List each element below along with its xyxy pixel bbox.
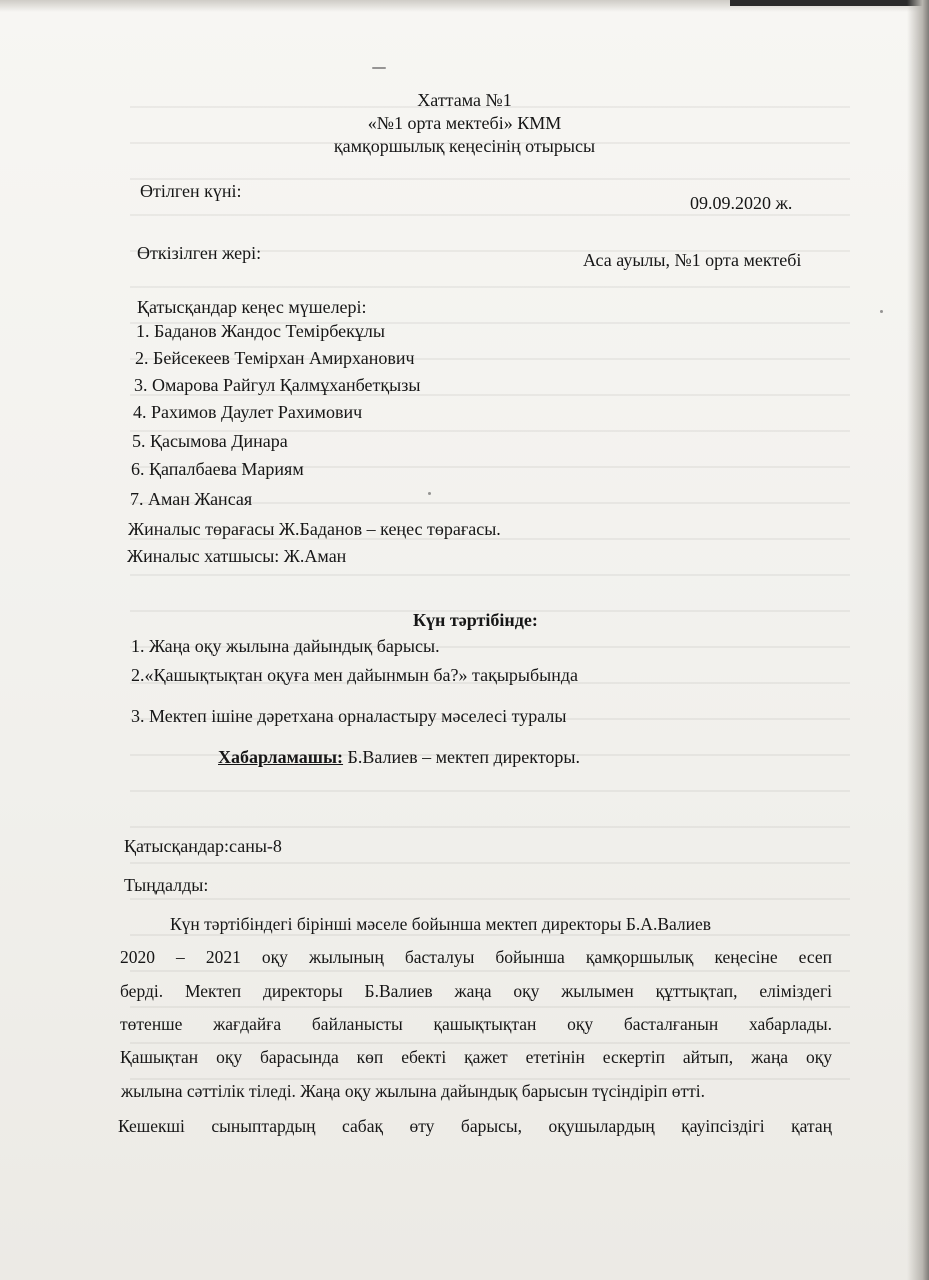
body-line: Кешекші сыныптардың сабақ өту барысы, оқушылардың қауіпсіздігі қатаң (118, 1116, 832, 1136)
member-item: 3. Омарова Райгул Қалмұханбетқызы (134, 375, 421, 395)
member-item: 6. Қапалбаева Мариям (131, 459, 304, 479)
member-item: 7. Аман Жансая (130, 489, 253, 509)
protocol-title: Хаттама №1 (417, 90, 512, 110)
body-line: берді. Мектеп директоры Б.Валиев жаңа оқу жылымен құттықтап, еліміздегі (120, 981, 832, 1001)
date-value: 09.09.2020 ж. (690, 193, 793, 213)
body-line: төтенше жағдайға байланысты қашықтықтан оқу басталғанын хабарлады. (120, 1014, 832, 1034)
body-line: 2020 – 2021 оқу жылының басталуы бойынша қамқоршылық кеңесіне есеп (120, 947, 832, 967)
place-label: Өткізілген жері: (137, 243, 262, 263)
member-item: 4. Рахимов Даулет Рахимович (133, 402, 363, 422)
agenda-heading: Күн тәртібінде: (413, 610, 538, 630)
body-line: Күн тәртібіндегі бірінші мәселе бойынша мектеп директоры Б.А.Валиев (170, 914, 712, 934)
heard-label: Тыңдалды: (124, 875, 209, 895)
body-line: жылына сәттілік тіледі. Жаңа оқу жылына дайындық барысын түсіндіріп өтті. (121, 1081, 705, 1101)
meeting-secretary: Жиналыс хатшысы: Ж.Аман (127, 546, 347, 566)
attendance-count: Қатысқандар:саны-8 (124, 836, 282, 856)
scan-speck (428, 492, 431, 495)
agenda-item: 3. Мектеп ішіне дәретхана орналастыру мәселесі туралы (131, 706, 567, 726)
member-item: 2. Бейсекеев Темірхан Амирханович (135, 348, 415, 368)
scan-edge-strip (730, 0, 929, 6)
reporter-line (218, 747, 580, 767)
meeting-chair: Жиналыс төрағасы Ж.Баданов – кеңес төрағасы. (128, 519, 501, 539)
date-label: Өтілген күні: (140, 181, 242, 201)
school-name: «№1 орта мектебі» КММ (367, 113, 562, 133)
meeting-name: қамқоршылық кеңесінің отырысы (333, 136, 596, 156)
agenda-item: 1. Жаңа оқу жылына дайындық барысы. (131, 636, 440, 656)
agenda-item: 2.«Қашықтықтан оқуға мен дайынмын ба?» тақырыбында (131, 665, 579, 685)
reporter-value: Б.Валиев – мектеп директоры. (343, 747, 581, 767)
scan-speck (372, 67, 386, 69)
page-right-shadow (907, 0, 929, 1280)
member-item: 5. Қасымова Динара (132, 431, 288, 451)
body-line: Қашықтан оқу барасында көп ебекті қажет ететінін ескертіп айтып, жаңа оқу (120, 1047, 832, 1067)
members-heading: Қатысқандар кеңес мүшелері: (137, 297, 367, 317)
reporter-label: Хабарламашы: (218, 747, 344, 767)
scan-speck (880, 310, 883, 313)
member-item: 1. Баданов Жандос Темірбекұлы (136, 321, 385, 341)
place-value: Аса ауылы, №1 орта мектебі (583, 250, 802, 270)
